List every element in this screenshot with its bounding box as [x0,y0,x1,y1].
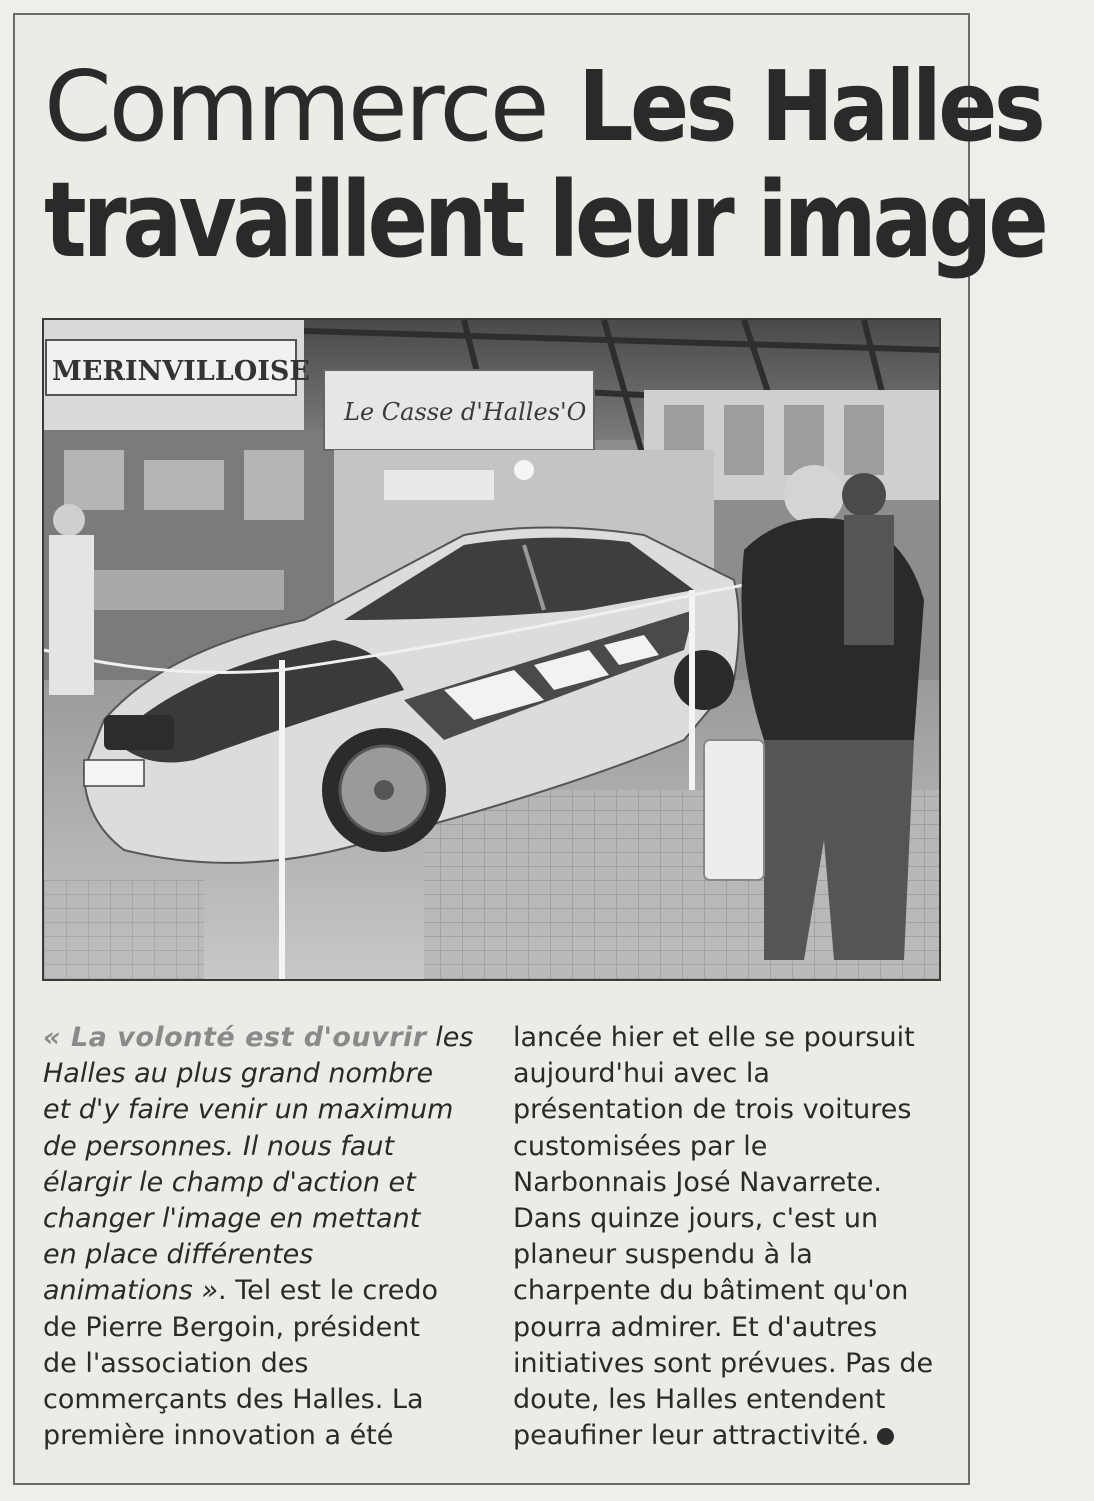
article-line [43,1273,483,1309]
article-photo [42,318,941,981]
article-line: aujourd'hui avec la [513,1058,770,1090]
article-line: de l'association des [43,1347,309,1379]
end-of-article-bullet-icon [877,1428,894,1445]
quote-attribution: . Tel est le credo [218,1275,438,1307]
article-line: changer l'image en mettant [43,1203,421,1235]
article-line: en place différentes [43,1239,314,1271]
headline-title-part-1: Les Halles [578,50,1043,163]
article-line: Halles au plus grand nombre [43,1058,434,1090]
article-line [43,1020,483,1056]
stall-sign-center: Le Casse d'Halles'O [344,398,587,426]
article-line: doute, les Halles entendent [513,1384,886,1416]
article-line: et d'y faire venir un maximum [43,1094,454,1126]
article-line: élargir le champ d'action et [43,1166,416,1198]
stall-sign-left: MERINVILLOISE [52,356,310,387]
article-line: charpente du bâtiment qu'on [513,1275,909,1307]
headline-title-part-2: travaillent leur image [44,159,1045,281]
headline [44,50,1045,281]
article-line: initiatives sont prévues. Pas de [513,1347,934,1379]
headline-kicker: Commerce [44,50,547,163]
article-line: Narbonnais José Navarrete. [513,1166,882,1198]
article-last-line: peaufiner leur attractivité. [513,1420,870,1452]
headline-line-1 [44,50,1043,163]
article-line: présentation de trois voitures [513,1094,912,1126]
quote-end: animations » [43,1275,219,1307]
article-line: customisées par le [513,1130,768,1162]
article-line: Dans quinze jours, c'est un [513,1203,879,1235]
article-line: de personnes. Il nous faut [43,1130,395,1162]
article-line: première innovation a été [43,1420,394,1452]
article-column-left [43,1020,483,1454]
article-line [513,1418,953,1454]
quote-text: les [426,1022,474,1053]
article-column-right [513,1020,953,1454]
article-line: pourra admirer. Et d'autres [513,1311,878,1343]
photo-market-hall-customized-car [44,320,939,979]
article-line: lancée hier et elle se poursuit [513,1022,915,1053]
article-line: de Pierre Bergoin, président [43,1311,420,1343]
lead-quote: « La volonté est d'ouvrir [43,1022,427,1053]
article-line: commerçants des Halles. La [43,1384,424,1416]
article-line: planeur suspendu à la [513,1239,813,1271]
